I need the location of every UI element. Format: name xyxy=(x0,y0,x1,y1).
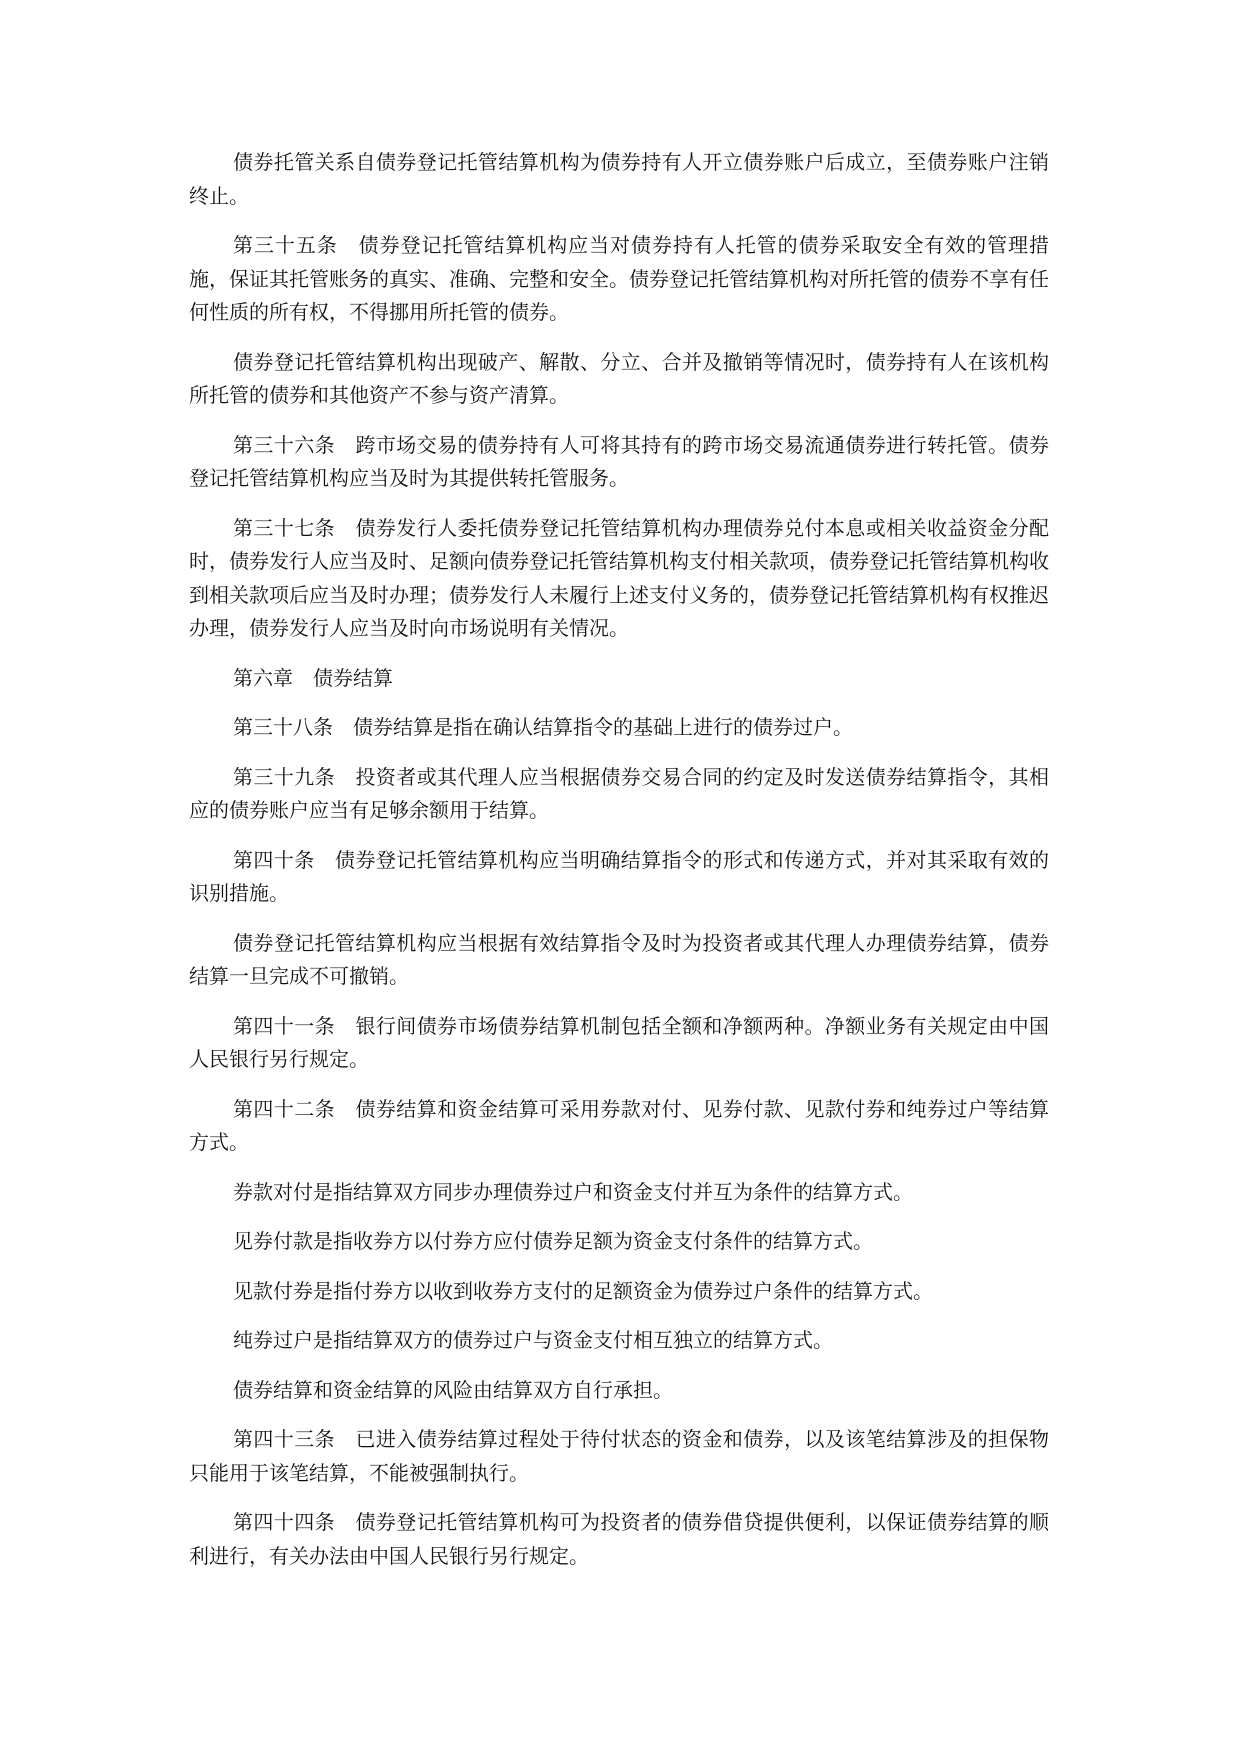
paragraph: 第三十五条 债券登记托管结算机构应当对债券持有人托管的债券采取安全有效的管理措施，保证其托管账务的真实、准确、完整和安全。债券登记托管结算机构对所托管的债券不享有任何性质的所有权，不得挪用所托管的债券。 xyxy=(189,233,1049,324)
paragraph: 第三十九条 投资者或其代理人应当根据债券交易合同的约定及时发送债券结算指令，其相应的债券账户应当有足够余额用于结算。 xyxy=(189,764,1049,822)
paragraph: 券款对付是指结算双方同步办理债券过户和资金支付并互为条件的结算方式。 xyxy=(233,1179,913,1204)
paragraph: 见券付款是指收券方以付券方应付债券足额为资金支付条件的结算方式。 xyxy=(233,1229,873,1253)
paragraph: 第四十四条 债券登记托管结算机构可为投资者的债券借贷提供便利，以保证债券结算的顺利进行，有关办法由中国人民银行另行规定。 xyxy=(189,1510,1049,1568)
paragraph: 债券登记托管结算机构应当根据有效结算指令及时为投资者或其代理人办理债券结算，债券结算一旦完成不可撤销。 xyxy=(189,930,1049,988)
paragraph: 第四十一条 银行间债券市场债券结算机制包括全额和净额两种。净额业务有关规定由中国人民银行另行规定。 xyxy=(189,1013,1049,1071)
chapter-heading: 第六章 债券结算 xyxy=(233,665,393,690)
paragraph: 第三十六条 跨市场交易的债券持有人可将其持有的跨市场交易流通债券进行转托管。债券登记托管结算机构应当及时为其提供转托管服务。 xyxy=(189,432,1049,490)
paragraph: 第四十条 债券登记托管结算机构应当明确结算指令的形式和传递方式，并对其采取有效的识别措施。 xyxy=(189,847,1049,905)
paragraph: 第三十八条 债券结算是指在确认结算指令的基础上进行的债券过户。 xyxy=(233,715,853,739)
paragraph: 债券托管关系自债券登记托管结算机构为债券持有人开立债券账户后成立，至债券账户注销终止。 xyxy=(189,150,1049,208)
paragraph: 第四十三条 已进入债券结算过程处于待付状态的资金和债券，以及该笔结算涉及的担保物只能用于该笔结算，不能被强制执行。 xyxy=(189,1427,1049,1485)
paragraph: 纯券过户是指结算双方的债券过户与资金支付相互独立的结算方式。 xyxy=(233,1328,833,1352)
paragraph: 第四十二条 债券结算和资金结算可采用券款对付、见券付款、见款付券和纯券过户等结算方式。 xyxy=(189,1096,1049,1154)
paragraph: 见款付券是指付券方以收到收券方支付的足额资金为债券过户条件的结算方式。 xyxy=(233,1278,933,1303)
document-body xyxy=(189,146,1049,1589)
paragraph: 债券登记托管结算机构出现破产、解散、分立、合并及撤销等情况时，债券持有人在该机构所托管的债券和其他资产不参与资产清算。 xyxy=(189,349,1049,407)
paragraph: 第三十七条 债券发行人委托债券登记托管结算机构办理债券兑付本息或相关收益资金分配时，债券发行人应当及时、足额向债券登记托管结算机构支付相关款项，债券登记托管结算机构收到相关款项后应当及时办理；债券发行人未履行上述支付义务的，债券登记托管结算机构有权推迟办理，债券发行人应当及时向市场说明有关情况。 xyxy=(189,515,1049,640)
paragraph: 债券结算和资金结算的风险由结算双方自行承担。 xyxy=(233,1377,673,1402)
